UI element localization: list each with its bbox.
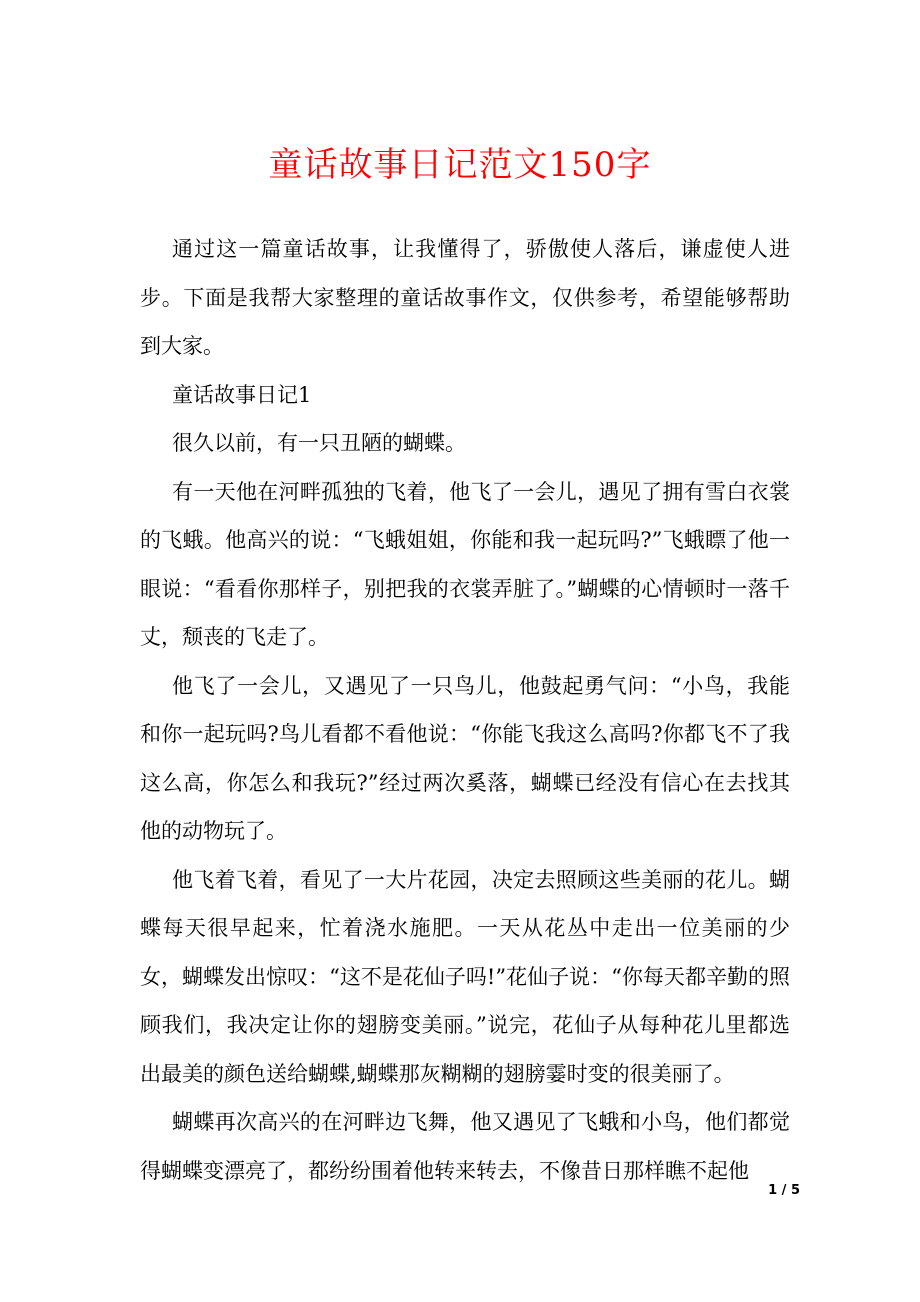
- story-paragraph: 蝴蝶再次高兴的在河畔边飞舞，他又遇见了飞蛾和小鸟，他们都觉得蝴蝶变漂亮了，都纷纷围着他转来转去，不像昔日那样瞧不起他: [140, 1110, 790, 1183]
- page-number: 1 / 5: [768, 1183, 800, 1198]
- story-paragraph: 他飞着飞着，看见了一大片花园，决定去照顾这些美丽的花儿。蝴蝶每天很早起来，忙着浇水施肥。一天从花丛中走出一位美丽的少女，蝴蝶发出惊叹：“这不是花仙子吗!”花仙子说：“你每天都辛勤的照顾我们，我决定让你的翅膀变美丽。”说完，花仙子从每种花儿里都选出最美的颜色送给蝴蝶,蝴蝶那灰糊糊的翅膀霎时变的很美丽了。: [140, 867, 790, 1086]
- document-body: [140, 225, 790, 1195]
- story-paragraph: 很久以前，有一只丑陋的蝴蝶。: [172, 431, 466, 455]
- section-heading: 童话故事日记1: [172, 382, 312, 407]
- story-paragraph: 他飞了一会儿，又遇见了一只鸟儿，他鼓起勇气问：“小鸟，我能和你一起玩吗?鸟儿看都不看他说：“你能飞我这么高吗?你都飞不了我这么高，你怎么和我玩?”经过两次奚落，蝴蝶已经没有信心在去找其他的动物玩了。: [140, 673, 790, 843]
- document-title: 童话故事日记范文150字: [268, 145, 652, 185]
- intro-paragraph: 通过这一篇童话故事，让我懂得了，骄傲使人落后，谦虚使人进步。下面是我帮大家整理的童话故事作文，仅供参考，希望能够帮助到大家。: [140, 237, 790, 358]
- story-paragraph: 有一天他在河畔孤独的飞着，他飞了一会儿，遇见了拥有雪白衣裳的飞蛾。他高兴的说：“飞蛾姐姐，你能和我一起玩吗?”飞蛾瞟了他一眼说：“看看你那样子，别把我的衣裳弄脏了。”蝴蝶的心情顿时一落千丈，颓丧的飞走了。: [140, 479, 790, 649]
